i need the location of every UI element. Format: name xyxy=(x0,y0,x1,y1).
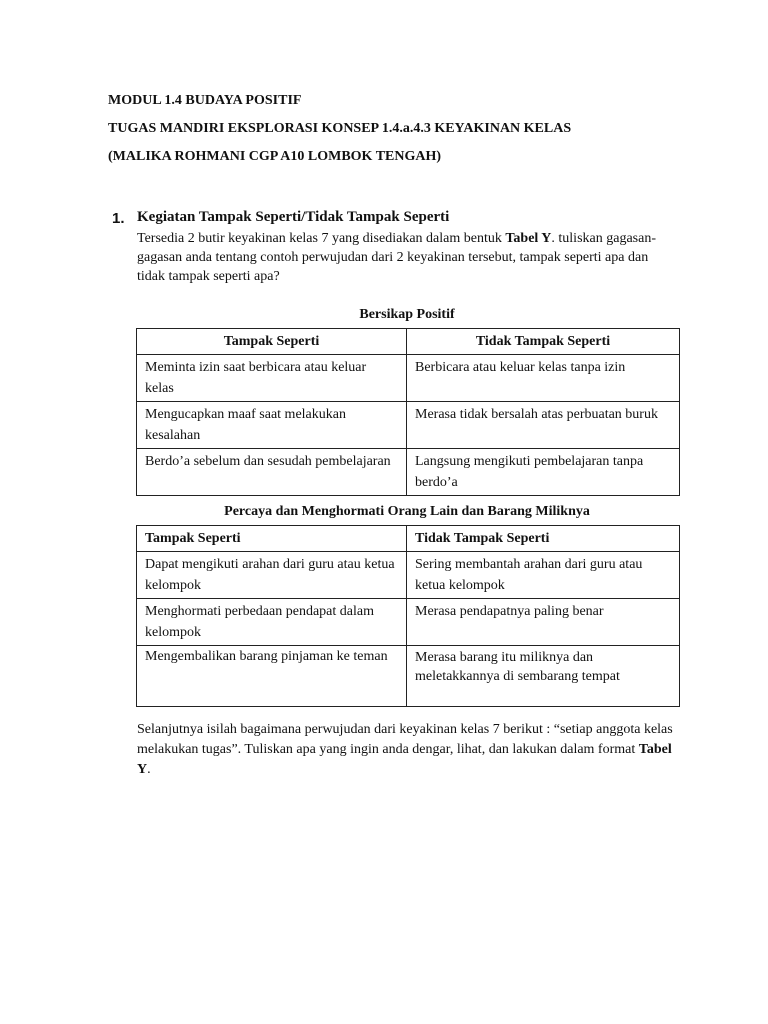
instructions-text-end: . tuliskan gagasan-gagasan anda tentang contoh perwujudan dari 2 keyakinan tersebut, tampak seperti apa dan tidak tampak seperti apa? xyxy=(137,231,656,284)
table-cell: Langsung mengikuti pembelajaran tanpa berdo’a xyxy=(407,449,680,496)
column-header: Tampak Seperti xyxy=(137,526,407,552)
table-row xyxy=(137,402,680,449)
table-row xyxy=(137,646,680,707)
table-cell: Berdo’a sebelum dan sesudah pembelajaran xyxy=(137,449,407,496)
section-number: 1. xyxy=(112,210,125,227)
instructions-text-start: Tersedia 2 butir keyakinan kelas 7 yang disediakan dalam bentuk xyxy=(137,231,506,246)
table-row xyxy=(137,599,680,646)
instructions-bold-ref: Tabel Y xyxy=(505,231,552,246)
table1-title: Bersikap Positif xyxy=(359,307,455,322)
table2-title: Percaya dan Menghormati Orang Lain dan Barang Miliknya xyxy=(224,504,590,519)
table-cell: Mengucapkan maaf saat melakukan kesalahan xyxy=(137,402,407,449)
closing-instructions xyxy=(137,720,682,780)
table-cell: Berbicara atau keluar kelas tanpa izin xyxy=(407,355,680,402)
table-header-row xyxy=(137,329,680,355)
table-row xyxy=(137,449,680,496)
column-header: Tidak Tampak Seperti xyxy=(407,526,680,552)
table-cell: Merasa barang itu miliknya dan meletakkannya di sembarang tempat xyxy=(407,646,680,707)
closing-text-start: Selanjutnya isilah bagaimana perwujudan dari keyakinan kelas 7 berikut : “setiap anggota kelas melakukan tugas”. Tuliskan apa yang ingin anda dengar, lihat, dan lakukan dalam format xyxy=(137,722,673,757)
section-title: Kegiatan Tampak Seperti/Tidak Tampak Seperti xyxy=(137,209,450,225)
column-header: Tidak Tampak Seperti xyxy=(407,329,680,355)
table-cell: Dapat mengikuti arahan dari guru atau ketua kelompok xyxy=(137,552,407,599)
table-percaya-menghormati xyxy=(136,525,680,707)
section-instructions xyxy=(137,229,667,286)
task-title: TUGAS MANDIRI EKSPLORASI KONSEP 1.4.a.4.3 KEYAKINAN KELAS xyxy=(108,121,572,136)
table-cell: Menghormati perbedaan pendapat dalam kelompok xyxy=(137,599,407,646)
module-title: MODUL 1.4 BUDAYA POSITIF xyxy=(108,93,302,108)
table-row xyxy=(137,355,680,402)
table-header-row xyxy=(137,526,680,552)
table-cell: Meminta izin saat berbicara atau keluar kelas xyxy=(137,355,407,402)
table-cell: Mengembalikan barang pinjaman ke teman xyxy=(137,646,407,707)
closing-bold-ref: Tabel Y xyxy=(137,742,672,777)
table-cell: Sering membantah arahan dari guru atau ketua kelompok xyxy=(407,552,680,599)
table-cell: Merasa tidak bersalah atas perbuatan buruk xyxy=(407,402,680,449)
closing-text-end: . xyxy=(147,762,151,777)
table-cell: Merasa pendapatnya paling benar xyxy=(407,599,680,646)
table-row xyxy=(137,552,680,599)
column-header: Tampak Seperti xyxy=(137,329,407,355)
table-bersikap-positif xyxy=(136,328,680,496)
document-header xyxy=(108,91,728,175)
author-line: (MALIKA ROHMANI CGP A10 LOMBOK TENGAH) xyxy=(108,149,442,164)
